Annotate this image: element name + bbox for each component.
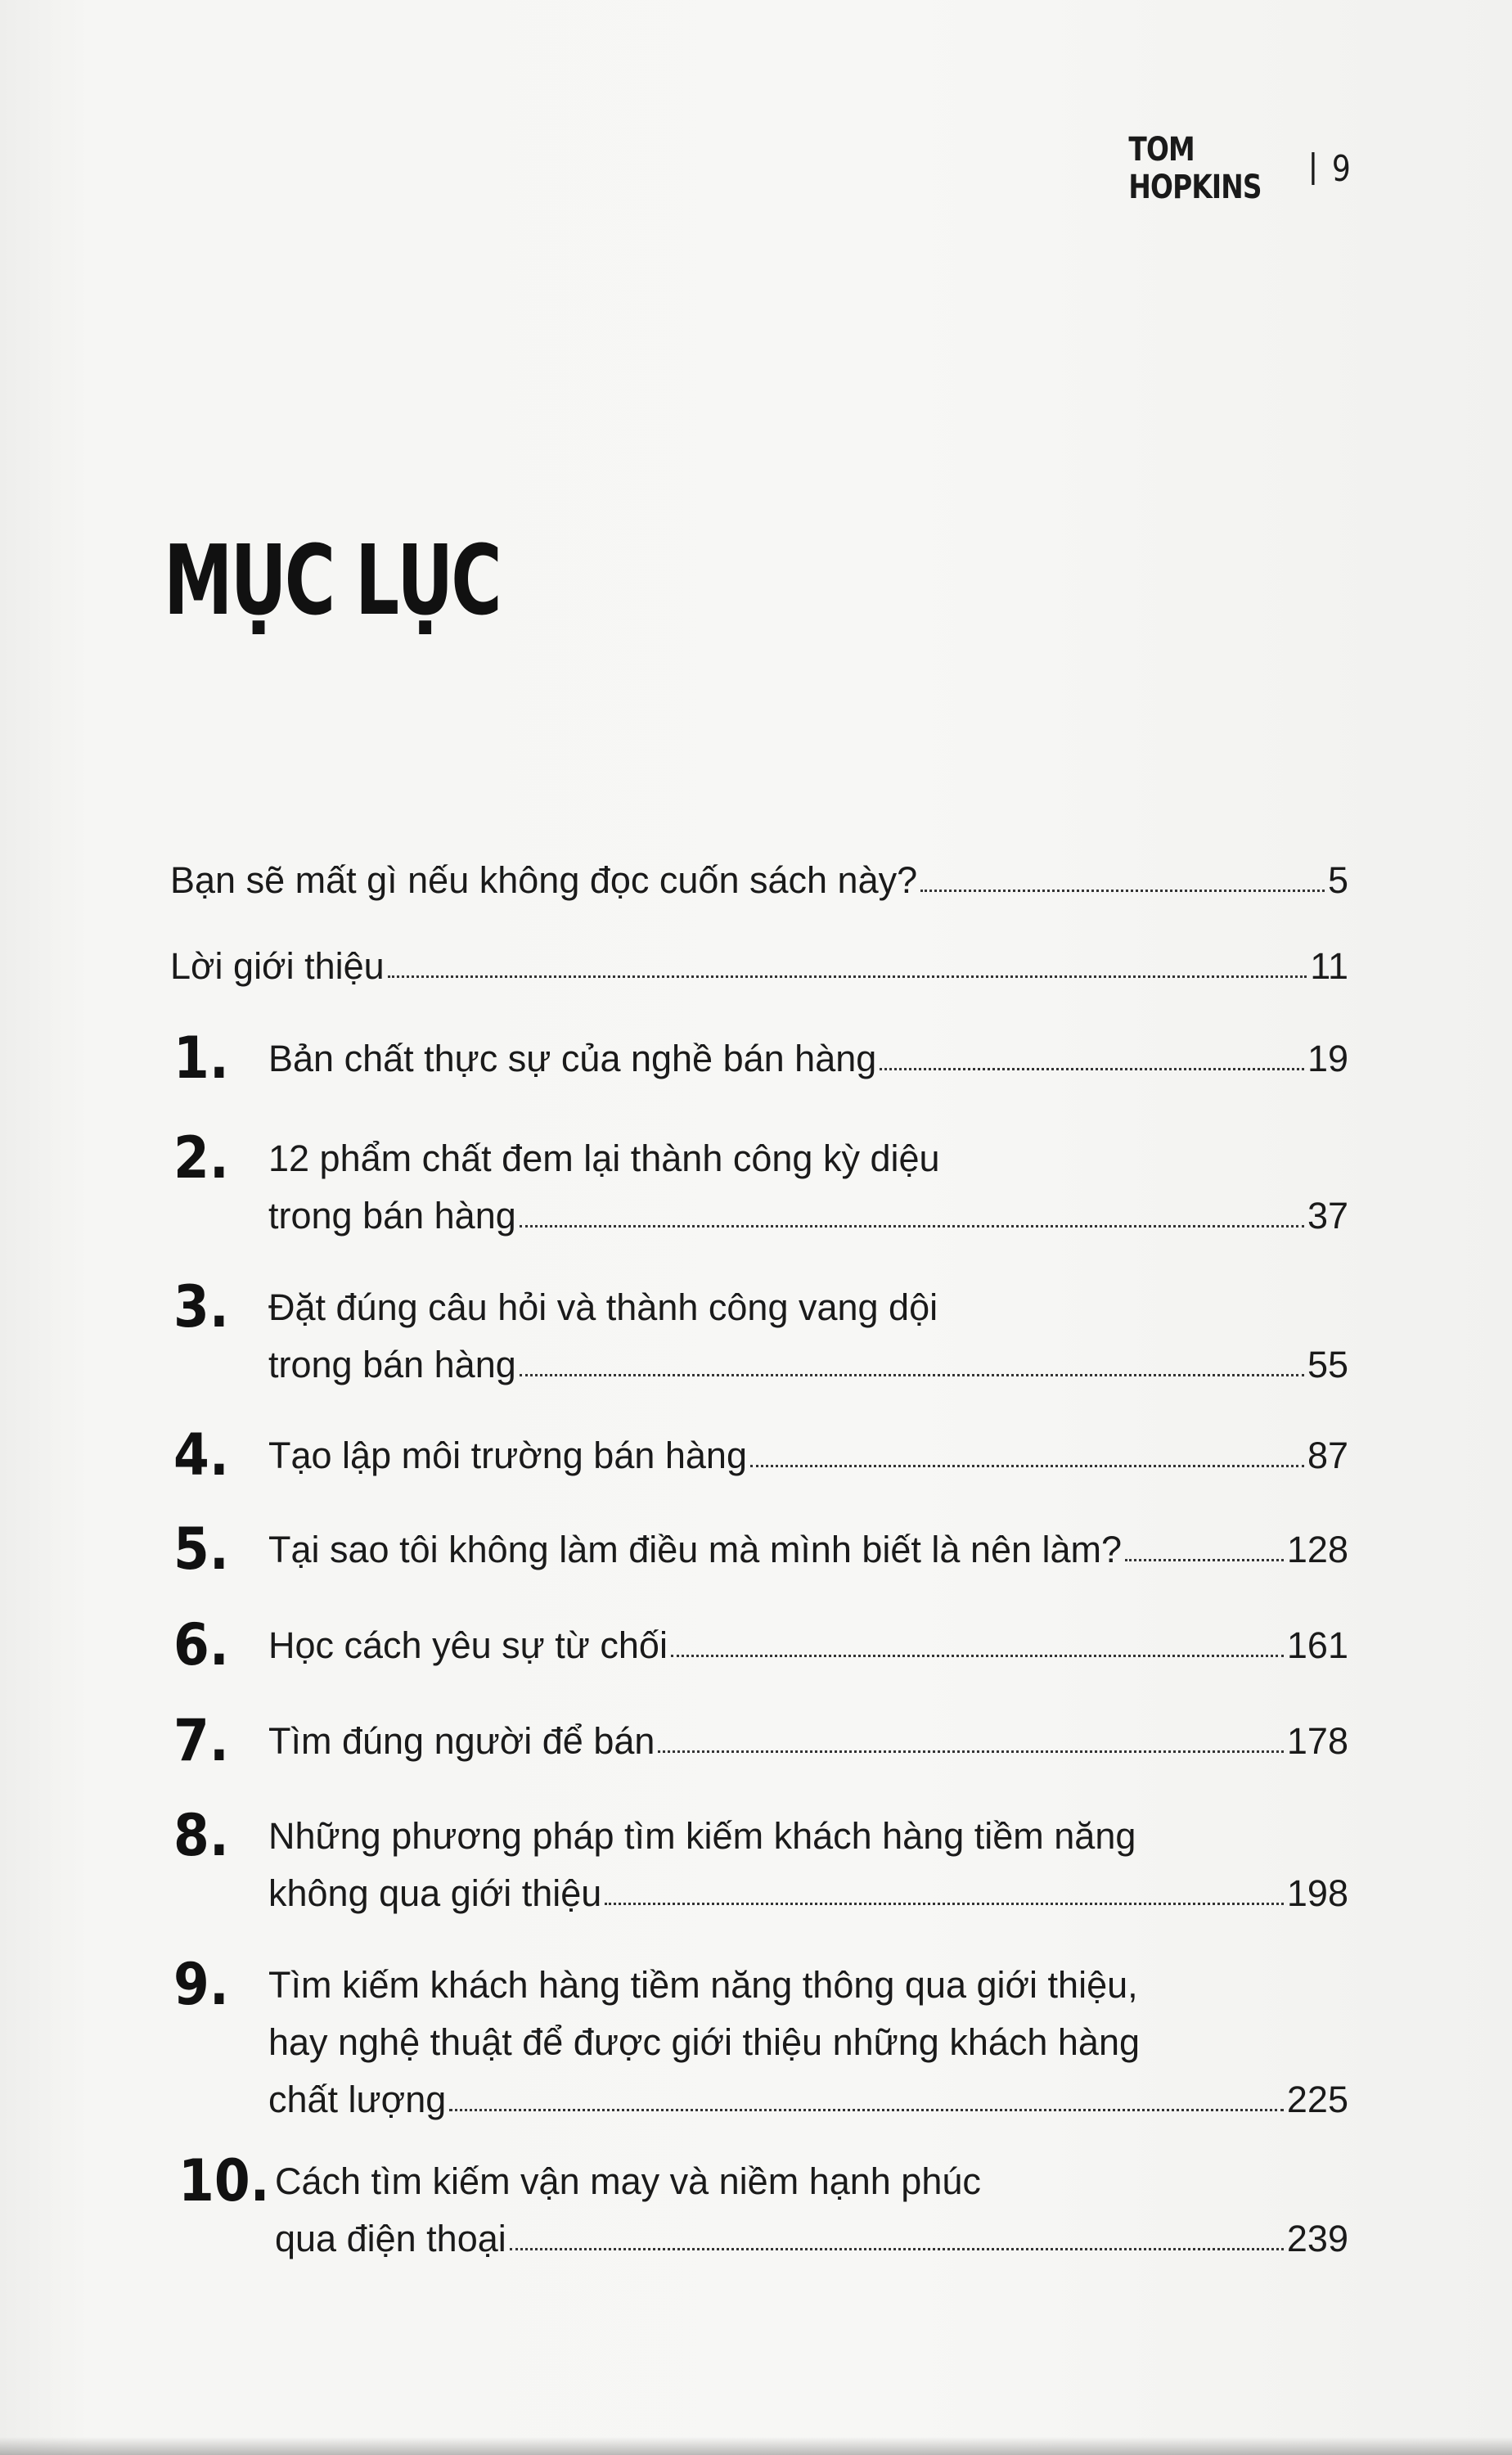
chapter-entry-page: 225: [1286, 2079, 1348, 2120]
chapter-number: 2.: [173, 1124, 229, 1191]
chapter-entry-line: [268, 2021, 1140, 2064]
chapter-entry-text: Bản chất thực sự của nghề bán hàng: [268, 1038, 877, 1079]
chapter-entry-page: 198: [1286, 1872, 1348, 1914]
chapter-entry-text: Những phương pháp tìm kiếm khách hàng tiềm năng: [268, 1815, 1136, 1857]
dot-leader: [605, 1903, 1284, 1905]
dot-leader: [510, 2248, 1284, 2250]
page-edge-shadow: [0, 2437, 1512, 2455]
dot-leader: [880, 1068, 1304, 1070]
chapter-entry-page: 128: [1286, 1529, 1348, 1570]
dot-leader: [671, 1655, 1284, 1657]
chapter-entry-text: trong bán hàng: [268, 1195, 516, 1237]
chapter-entry-line: [268, 2079, 1348, 2121]
chapter-entry-line: [268, 1624, 1348, 1667]
chapter-entry-page: 19: [1307, 1038, 1348, 1079]
chapter-entry-page: 87: [1307, 1435, 1348, 1476]
chapter-number: 8.: [173, 1802, 229, 1869]
toc-title: MỤC LỤC: [164, 524, 500, 637]
dot-leader: [658, 1750, 1283, 1753]
chapter-entry-line: [268, 1195, 1348, 1237]
dot-leader: [750, 1465, 1304, 1467]
front-matter-entry-line: [170, 945, 1348, 988]
dot-leader: [1125, 1559, 1284, 1561]
chapter-number: 10.: [178, 2147, 270, 2214]
chapter-entry-line: [268, 1137, 940, 1180]
chapter-entry-line: [268, 1964, 1138, 2007]
author-name: TOM HOPKINS: [1128, 131, 1262, 206]
chapter-number: 9.: [173, 1951, 229, 2018]
chapter-entry-text: Tìm đúng người để bán: [268, 1720, 655, 1762]
front-matter-entry-text: Lời giới thiệu: [170, 945, 385, 987]
front-matter-entry-text: Bạn sẽ mất gì nếu không đọc cuốn sách này?: [170, 859, 918, 901]
chapter-entry-text: hay nghệ thuật để được giới thiệu những khách hàng: [268, 2021, 1141, 2063]
chapter-entry-line: [268, 1344, 1348, 1386]
chapter-entry-text: Cách tìm kiếm vận may và niềm hạnh phúc: [275, 2160, 981, 2202]
dot-leader: [449, 2109, 1284, 2111]
chapter-entry-line: [268, 1815, 1136, 1858]
chapter-entry-page: 161: [1286, 1624, 1348, 1666]
chapter-entry-text: Tại sao tôi không làm điều mà mình biết là nên làm?: [268, 1529, 1123, 1570]
chapter-entry-text: Đặt đúng câu hỏi và thành công vang dội: [268, 1286, 938, 1328]
chapter-entry-text: Tạo lập môi trường bán hàng: [268, 1435, 747, 1476]
chapter-number: 4.: [173, 1421, 229, 1489]
chapter-entry-text: chất lượng: [268, 2079, 447, 2120]
chapter-entry-text: trong bán hàng: [268, 1344, 516, 1385]
chapter-entry-text: không qua giới thiệu: [268, 1872, 602, 1914]
dot-leader: [388, 975, 1307, 978]
front-matter-entry-page: 11: [1310, 945, 1348, 987]
dot-leader: [520, 1225, 1304, 1228]
chapter-number: 7.: [173, 1707, 229, 1774]
chapter-entry-line: [275, 2218, 1348, 2260]
chapter-entry-text: 12 phẩm chất đem lại thành công kỳ diệu: [268, 1137, 940, 1179]
chapter-entry-page: 178: [1286, 1720, 1348, 1762]
front-matter-entry-page: 5: [1327, 859, 1348, 901]
chapter-entry-line: [268, 1872, 1348, 1915]
chapter-entry-line: [268, 1435, 1348, 1477]
chapter-number: 6.: [173, 1611, 229, 1678]
chapter-number: 3.: [173, 1273, 229, 1340]
chapter-entry-page: 55: [1307, 1344, 1348, 1385]
dot-leader: [520, 1374, 1304, 1376]
chapter-entry-line: [268, 1286, 938, 1329]
chapter-entry-text: Học cách yêu sự từ chối: [268, 1624, 668, 1666]
chapter-entry-line: [268, 1720, 1348, 1763]
front-matter-entry-line: [170, 859, 1348, 902]
chapter-number: 1.: [173, 1025, 229, 1092]
chapter-entry-line: [268, 1038, 1348, 1080]
chapter-entry-text: Tìm kiếm khách hàng tiềm năng thông qua giới thiệu,: [268, 1964, 1138, 2006]
chapter-entry-line: [268, 1529, 1348, 1571]
chapter-number: 5.: [173, 1516, 229, 1583]
chapter-entry-page: 37: [1307, 1195, 1348, 1237]
chapter-entry-page: 239: [1286, 2218, 1348, 2259]
chapter-entry-line: [275, 2160, 981, 2203]
dot-leader: [920, 890, 1325, 892]
chapter-entry-text: qua điện thoại: [275, 2218, 506, 2259]
page-number: 9: [1331, 147, 1350, 190]
